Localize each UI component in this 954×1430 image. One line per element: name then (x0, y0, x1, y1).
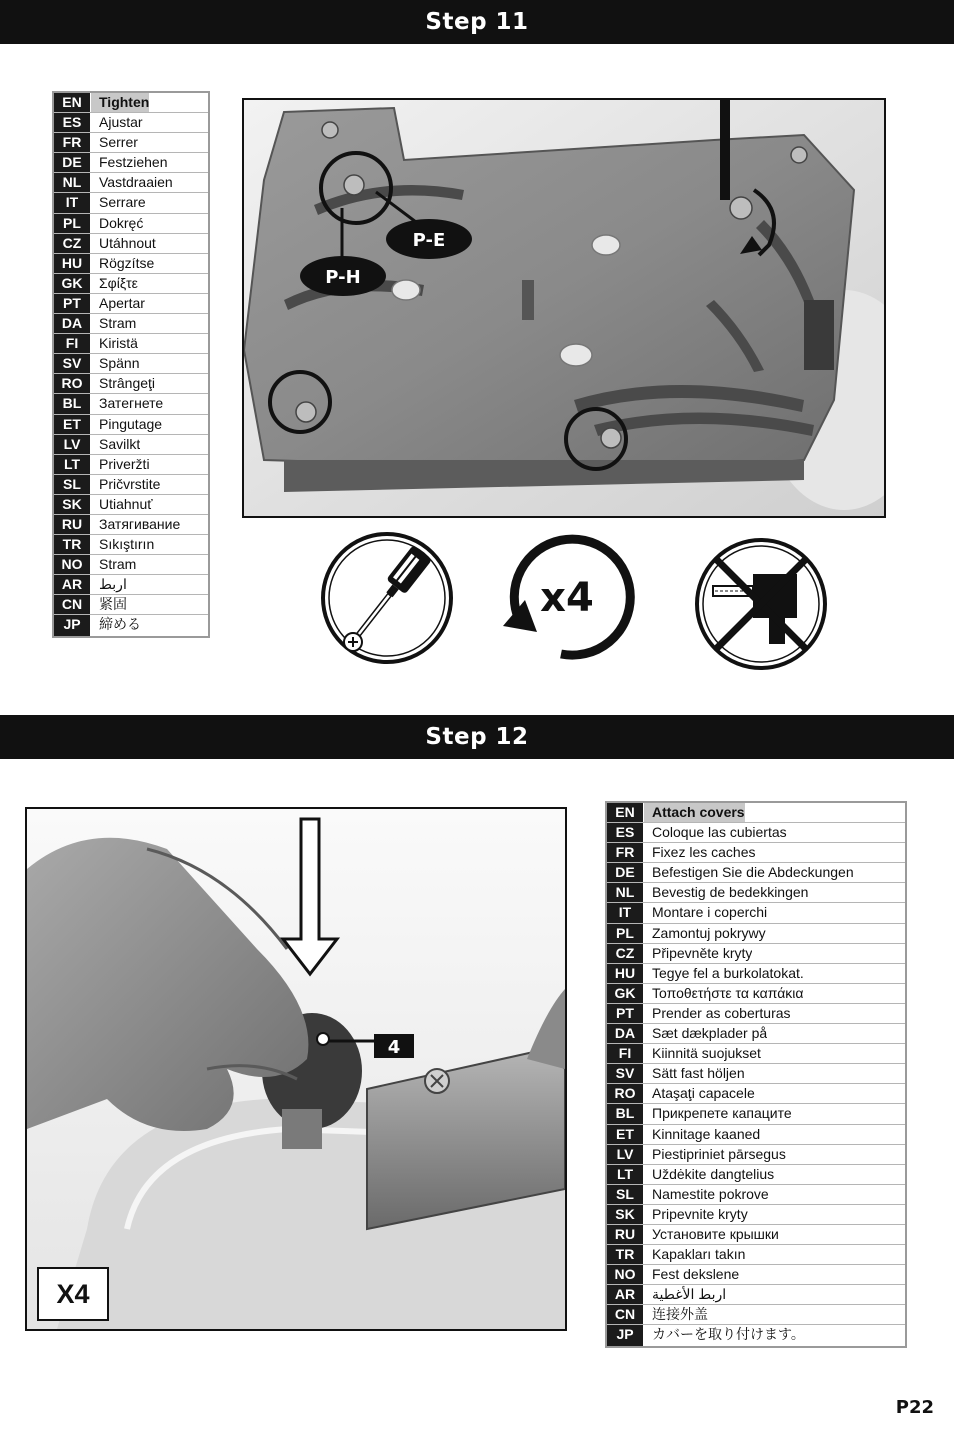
language-text: Serrare (99, 194, 146, 211)
language-text: Σφίξτε (99, 274, 138, 291)
language-text: Затягивание (99, 515, 181, 532)
language-code: ET (54, 415, 91, 434)
language-text: Sıkıştırın (99, 536, 155, 553)
language-row-hu (54, 254, 208, 274)
language-code: JP (607, 1325, 644, 1345)
language-row-gk (54, 274, 208, 294)
language-row-ro (607, 1084, 905, 1104)
language-row-jp (607, 1325, 905, 1345)
language-text: Prender as coberturas (652, 1004, 791, 1021)
language-code: SL (54, 475, 91, 494)
language-text: Utiahnuť (99, 495, 153, 512)
language-row-sk (607, 1205, 905, 1225)
language-text: Sätt fast höljen (652, 1065, 745, 1082)
language-row-fr (54, 133, 208, 153)
language-row-en (54, 93, 208, 113)
language-row-es (54, 113, 208, 133)
language-row-sv (607, 1064, 905, 1084)
language-code: DE (54, 153, 91, 172)
language-text: اربط (99, 576, 127, 593)
language-row-tr (607, 1245, 905, 1265)
step-11-language-table (52, 91, 210, 638)
language-row-pl (54, 214, 208, 234)
language-text: Ajustar (99, 114, 143, 131)
language-code: DE (607, 863, 644, 882)
language-row-et (54, 415, 208, 435)
language-row-nl (607, 883, 905, 903)
language-code: NL (607, 883, 644, 902)
language-code: RO (607, 1084, 644, 1103)
language-text: 紧固 (99, 596, 127, 613)
language-code: ES (607, 823, 644, 842)
language-row-lt (607, 1165, 905, 1185)
language-row-fi (54, 334, 208, 354)
language-text: Coloque las cubiertas (652, 824, 787, 841)
language-text: Stram (99, 556, 137, 573)
step-11-photo (242, 98, 886, 518)
language-row-sv (54, 354, 208, 374)
mounting-plate-illustration (244, 100, 884, 516)
language-code: HU (54, 254, 91, 273)
language-row-hu (607, 964, 905, 984)
language-text: 締める (99, 616, 141, 633)
language-code: CZ (607, 944, 644, 963)
language-code: FI (607, 1044, 644, 1063)
language-text: Kiinnitä suojukset (652, 1045, 761, 1062)
rotate-x4-icon (499, 530, 635, 666)
language-code: CZ (54, 234, 91, 253)
language-code: CN (607, 1305, 644, 1324)
language-text: Ataşaţi capacele (652, 1085, 755, 1102)
repeat-count-step12: X4 (37, 1267, 109, 1321)
language-row-da (54, 314, 208, 334)
language-row-bl (607, 1104, 905, 1124)
language-code: CN (54, 595, 91, 614)
language-row-pl (607, 924, 905, 944)
language-code: LT (54, 455, 91, 474)
language-text: Bevestig de bedekkingen (652, 884, 809, 901)
language-text: Spänn (99, 355, 140, 372)
language-text: Τοποθετήστε τα καπάκια (652, 984, 804, 1001)
language-text: Tegye fel a burkolatokat. (652, 964, 804, 981)
repeat-count-step11: x4 (540, 575, 594, 621)
language-row-sl (607, 1185, 905, 1205)
language-text: Strângeţi (99, 375, 156, 392)
language-text: Namestite pokrove (652, 1185, 769, 1202)
language-code: LV (607, 1145, 644, 1164)
language-code: IT (607, 903, 644, 922)
step-11-header: Step 11 (0, 0, 954, 44)
language-row-jp (54, 615, 208, 635)
language-code: ES (54, 113, 91, 132)
language-code: PT (54, 294, 91, 313)
language-row-cz (54, 234, 208, 254)
language-row-de (54, 153, 208, 173)
callout-4: 4 (387, 1037, 401, 1058)
language-code: DA (54, 314, 91, 333)
language-code: ET (607, 1125, 644, 1144)
language-code: AR (607, 1285, 644, 1304)
language-text: カバーを取り付けます。 (652, 1326, 805, 1343)
language-text: Priveržti (99, 455, 150, 472)
language-row-cn (607, 1305, 905, 1325)
language-text: Tighten (91, 93, 149, 112)
language-row-sk (54, 495, 208, 515)
language-row-cz (607, 944, 905, 964)
screwdriver-icon (319, 530, 455, 666)
language-text: Vastdraaien (99, 174, 173, 191)
language-text: Fest dekslene (652, 1266, 740, 1283)
no-power-drill-icon (693, 536, 829, 672)
language-row-de (607, 863, 905, 883)
language-code: PL (607, 924, 644, 943)
language-row-tr (54, 535, 208, 555)
language-code: GK (607, 984, 644, 1003)
language-code: TR (54, 535, 91, 554)
page-number: P22 (895, 1397, 934, 1418)
cover-attach-illustration (27, 809, 565, 1329)
language-code: LV (54, 435, 91, 454)
language-row-gk (607, 984, 905, 1004)
language-text: Pingutage (99, 415, 163, 432)
language-code: RU (54, 515, 91, 534)
language-code: HU (607, 964, 644, 983)
language-row-lv (607, 1145, 905, 1165)
language-row-lt (54, 455, 208, 475)
language-row-et (607, 1125, 905, 1145)
language-code: FR (54, 133, 91, 152)
language-text: Připevněte kryty (652, 944, 753, 961)
language-code: LT (607, 1165, 644, 1184)
language-row-es (607, 823, 905, 843)
language-text: Kapakları takın (652, 1246, 746, 1263)
language-row-ar (607, 1285, 905, 1305)
language-row-pt (54, 294, 208, 314)
language-code: TR (607, 1245, 644, 1264)
language-code: IT (54, 193, 91, 212)
language-text: Pripevnite kryty (652, 1205, 748, 1222)
language-code: PT (607, 1004, 644, 1023)
language-code: BL (607, 1104, 644, 1123)
language-row-no (54, 555, 208, 575)
language-code: SL (607, 1185, 644, 1204)
language-row-cn (54, 595, 208, 615)
step-12-header: Step 12 (0, 715, 954, 759)
language-row-bl (54, 394, 208, 414)
language-code: PL (54, 214, 91, 233)
language-code: NL (54, 173, 91, 192)
language-code: FI (54, 334, 91, 353)
language-code: SV (607, 1064, 644, 1083)
language-code: BL (54, 394, 91, 413)
language-text: اربط الأغطية (652, 1286, 727, 1303)
language-text: Прикрепете капаците (652, 1105, 792, 1122)
language-row-pt (607, 1004, 905, 1024)
language-code: RU (607, 1225, 644, 1244)
language-row-no (607, 1265, 905, 1285)
language-code: AR (54, 575, 91, 594)
language-text: Piestipriniet pārsegus (652, 1145, 786, 1162)
language-code: DA (607, 1024, 644, 1043)
language-row-it (607, 903, 905, 923)
step-12-language-table (605, 801, 907, 1348)
language-code: SK (607, 1205, 644, 1224)
language-text: Savilkt (99, 435, 141, 452)
language-code: EN (54, 93, 91, 112)
language-code: SK (54, 495, 91, 514)
language-row-fr (607, 843, 905, 863)
language-text: 连接外盖 (652, 1306, 708, 1323)
language-code: GK (54, 274, 91, 293)
language-text: Kinnitage kaaned (652, 1125, 761, 1142)
language-row-ru (54, 515, 208, 535)
language-text: Utáhnout (99, 234, 156, 251)
language-text: Serrer (99, 134, 138, 151)
language-text: Затегнете (99, 395, 164, 412)
language-code: FR (607, 843, 644, 862)
language-text: Zamontuj pokrywy (652, 924, 766, 941)
language-code: NO (607, 1265, 644, 1284)
language-text: Rögzítse (99, 254, 155, 271)
language-code: JP (54, 615, 91, 635)
callout-p-h: P-H (325, 267, 361, 288)
language-text: Kiristä (99, 335, 138, 352)
language-row-da (607, 1024, 905, 1044)
language-row-it (54, 193, 208, 213)
language-text: Pričvrstite (99, 475, 161, 492)
language-row-ro (54, 374, 208, 394)
language-text: Montare i coperchi (652, 904, 768, 921)
language-row-ru (607, 1225, 905, 1245)
language-row-nl (54, 173, 208, 193)
language-text: Dokręć (99, 214, 144, 231)
language-row-en (607, 803, 905, 823)
language-text: Festziehen (99, 154, 168, 171)
language-code: SV (54, 354, 91, 373)
language-text: Sæt dækplader på (652, 1025, 768, 1042)
language-text: Befestigen Sie die Abdeckungen (652, 864, 854, 881)
language-code: EN (607, 803, 644, 822)
language-row-lv (54, 435, 208, 455)
language-text: Stram (99, 315, 137, 332)
language-code: NO (54, 555, 91, 574)
language-text: Uždėkite dangtelius (652, 1165, 775, 1182)
language-row-ar (54, 575, 208, 595)
language-text: Установите крышки (652, 1225, 779, 1242)
step-12-photo (25, 807, 567, 1331)
language-row-fi (607, 1044, 905, 1064)
language-row-sl (54, 475, 208, 495)
language-code: RO (54, 374, 91, 393)
language-text: Apertar (99, 294, 145, 311)
language-text: Fixez les caches (652, 844, 756, 861)
callout-p-e: P-E (412, 230, 446, 251)
language-text: Attach covers (644, 803, 745, 822)
